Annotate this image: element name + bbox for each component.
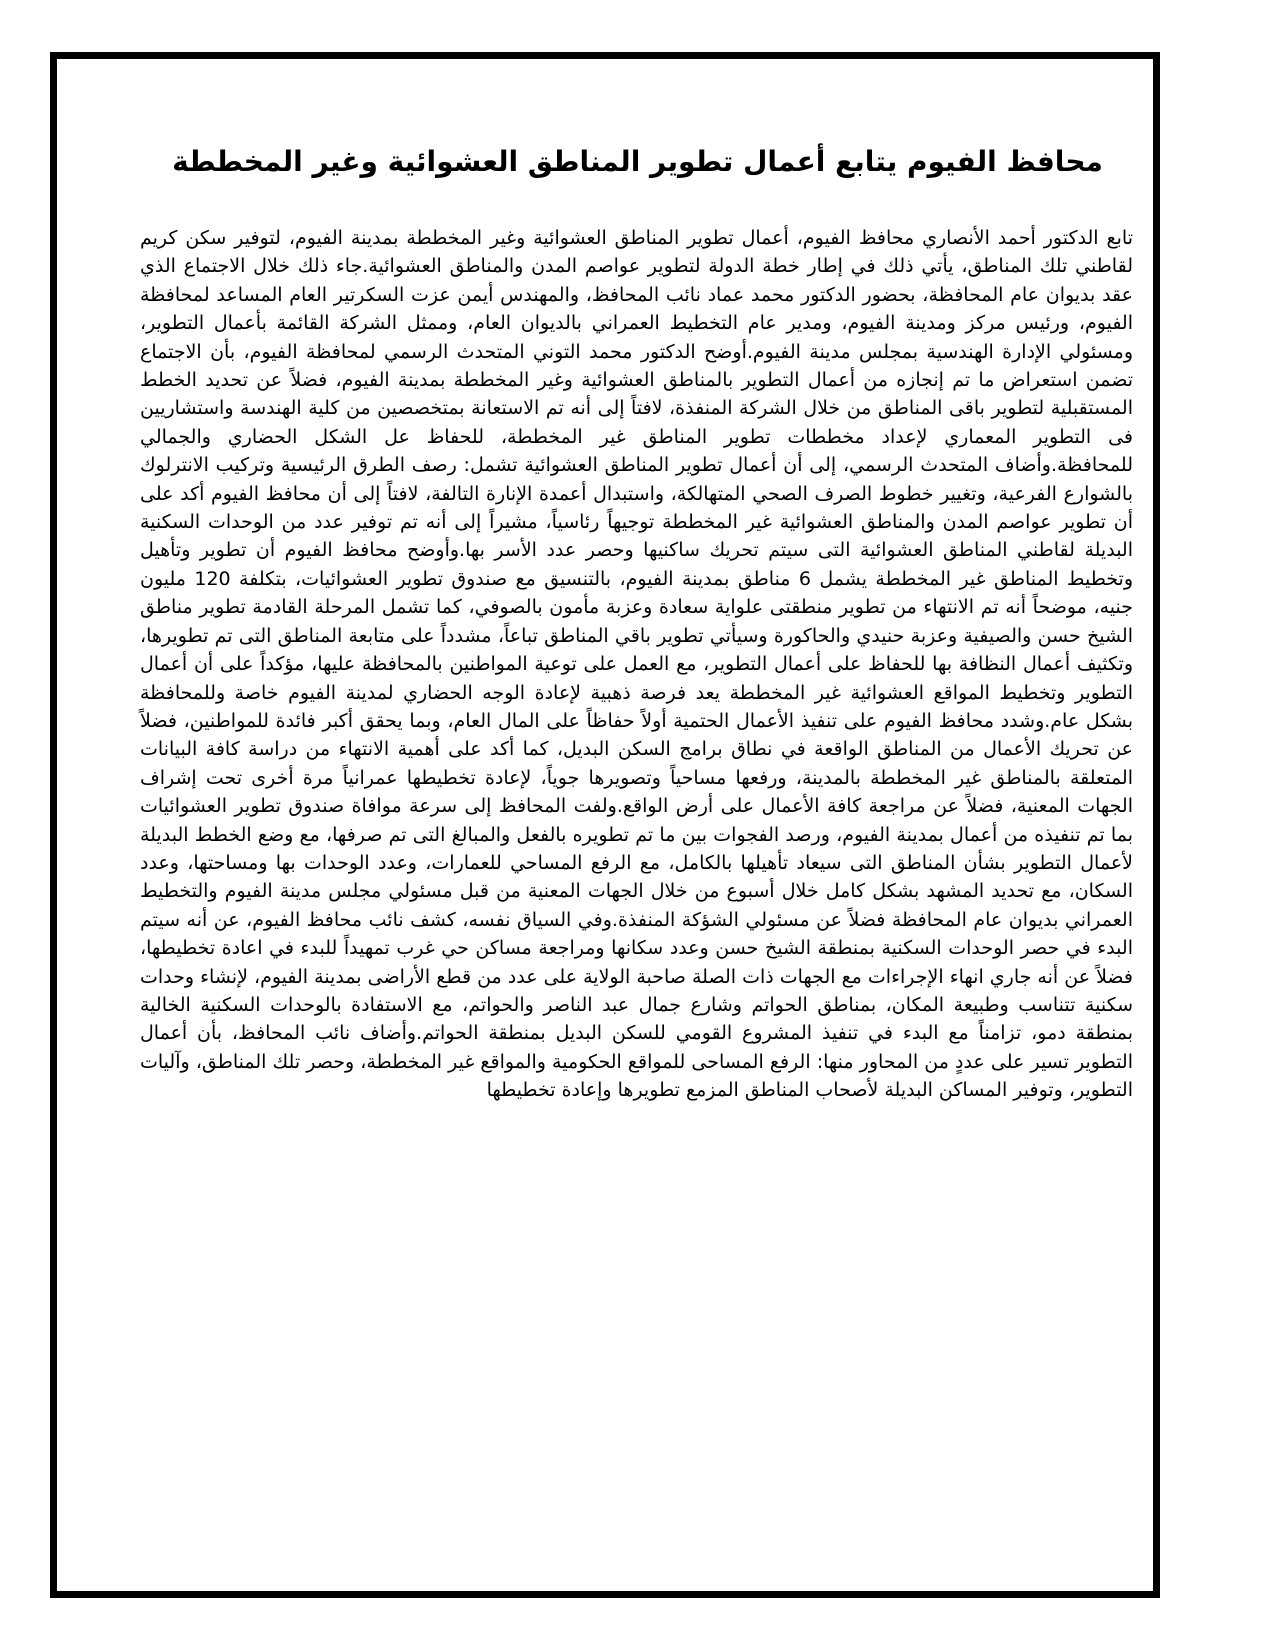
article-title: محافظ الفيوم يتابع أعمال تطوير المناطق العشوائية وغير المخططة: [172, 145, 1103, 178]
article-body: تابع الدكتور أحمد الأنصاري محافظ الفيوم، أعمال تطوير المناطق العشوائية وغير المخططة بمدينة الفيوم، لتوفير سكن كريم لقاطني تلك المناطق، يأتي ذلك في إطار خطة الدولة لتطوير عواصم المدن والمناطق العشوائية.جاء ذلك خلال الاجتماع الذي عقد بديوان عام المحافظة، بحضور الدكتور محمد عماد نائب المحافظ، والمهندس أيمن عزت السكرتير العام المساعد لمحافظة الفيوم، ورئيس مركز ومدينة الفيوم، ومدير عام التخطيط العمراني بالديوان العام، وممثل الشركة القائمة بأعمال التطوير، ومسئولي الإدارة الهندسية بمجلس مدينة الفيوم.أوضح الدكتور محمد التوني المتحدث الرسمي لمحافظة الفيوم، بأن الاجتماع تضمن استعراض ما تم إنجازه من أعمال التطوير بالمناطق العشوائية وغير المخططة بمدينة الفيوم، فضلاً عن تحديد الخطط المستقبلية لتطوير باقى المناطق من خلال الشركة المنفذة، لافتاً إلى أنه تم الاستعانة بمتخصصين من كلية الهندسة واستشاريين فى التطوير المعماري لإعداد مخططات تطوير المناطق غير المخططة، للحفاظ عل الشكل الحضاري والجمالي للمحافظة.وأضاف المتحدث الرسمي، إلى أن أعمال تطوير المناطق العشوائية تشمل: رصف الطرق الرئيسية وتركيب الانترلوك بالشوارع الفرعية، وتغيير خطوط الصرف الصحي المتهالكة، واستبدال أعمدة الإنارة التالفة، لافتاً إلى أن محافظ الفيوم أكد على أن تطوير عواصم المدن والمناطق العشوائية غير المخططة توجيهاً رئاسياً، مشيراً إلى أنه تم توفير عدد من الوحدات السكنية البديلة لقاطني المناطق العشوائية التى سيتم تحريك ساكنيها وحصر عدد الأسر بها.وأوضح محافظ الفيوم أن تطوير وتأهيل وتخطيط المناطق غير المخططة يشمل 6 مناطق بمدينة الفيوم، بالتنسيق مع صندوق تطوير العشوائيات، بتكلفة 120 مليون جنيه، موضحاً أنه تم الانتهاء من تطوير منطقتى علواية سعادة وعزبة مأمون بالصوفي، كما تشمل المرحلة القادمة تطوير مناطق الشيخ حسن والصيفية وعزبة حنيدي والحاكورة وسيأتي تطوير باقي المناطق تباعاً، مشدداً على متابعة المناطق التى تم تطويرها، وتكثيف أعمال النظافة بها للحفاظ على أعمال التطوير، مع العمل على توعية المواطنين بالمحافظة عليها، مؤكداً على أن أعمال التطوير وتخطيط المواقع العشوائية غير المخططة يعد فرصة ذهبية لإعادة الوجه الحضاري لمدينة الفيوم خاصة وللمحافظة بشكل عام.وشدد محافظ الفيوم على تنفيذ الأعمال الحتمية أولاً حفاظاً على المال العام، وبما يحقق أكبر فائدة للمواطنين، فضلاً عن تحريك الأعمال من المناطق الواقعة في نطاق برامج السكن البديل، كما أكد على أهمية الانتهاء من دراسة كافة البيانات المتعلقة بالمناطق غير المخططة بالمدينة، ورفعها مساحياً وتصويرها جوياً، لإعادة تخطيطها عمرانياً مرة أخرى تحت إشراف الجهات المعنية، فضلاً عن مراجعة كافة الأعمال على أرض الواقع.ولفت المحافظ إلى سرعة موافاة صندوق تطوير العشوائيات بما تم تنفيذه من أعمال بمدينة الفيوم، ورصد الفجوات بين ما تم تطويره بالفعل والمبالغ التى تم صرفها، مع وضع الخطط البديلة لأعمال التطوير بشأن المناطق التى سيعاد تأهيلها بالكامل، مع الرفع المساحي للعمارات، وعدد الوحدات بها ومساحتها، وعدد السكان، مع تحديد المشهد بشكل كامل خلال أسبوع من خلال الجهات المعنية من قبل مسئولي مجلس مدينة الفيوم والتخطيط العمراني بديوان عام المحافظة فضلاً عن مسئولي الشؤكة المنفذة.وفي السياق نفسه، كشف نائب محافظ الفيوم، عن أنه سيتم البدء في حصر الوحدات السكنية بمنطقة الشيخ حسن وعدد سكانها ومراجعة مساكن حي غرب تمهيداً للبدء في اعادة تخطيطها، فضلاً عن أنه جاري انهاء الإجراءات مع الجهات ذات الصلة صاحبة الولاية على عدد من قطع الأراضى بمدينة الفيوم، لإنشاء وحدات سكنية تتناسب وطبيعة المكان، بمناطق الحواتم وشارع جمال عبد الناصر والحواتم، مع الاستفادة بالوحدات السكنية الخالية بمنطقة دمو، تزامناً مع البدء في تنفيذ المشروع القومي للسكن البديل بمنطقة الحواتم.وأضاف نائب المحافظ، بأن أعمال التطوير تسير على عددٍ من المحاور منها: الرفع المساحى للمواقع الحكومية والمواقع غير المخططة، وحصر تلك المناطق، وآليات التطوير، وتوفير المساكن البديلة لأصحاب المناطق المزمع تطويرها وإعادة تخطيطها: [140, 227, 1134, 1102]
